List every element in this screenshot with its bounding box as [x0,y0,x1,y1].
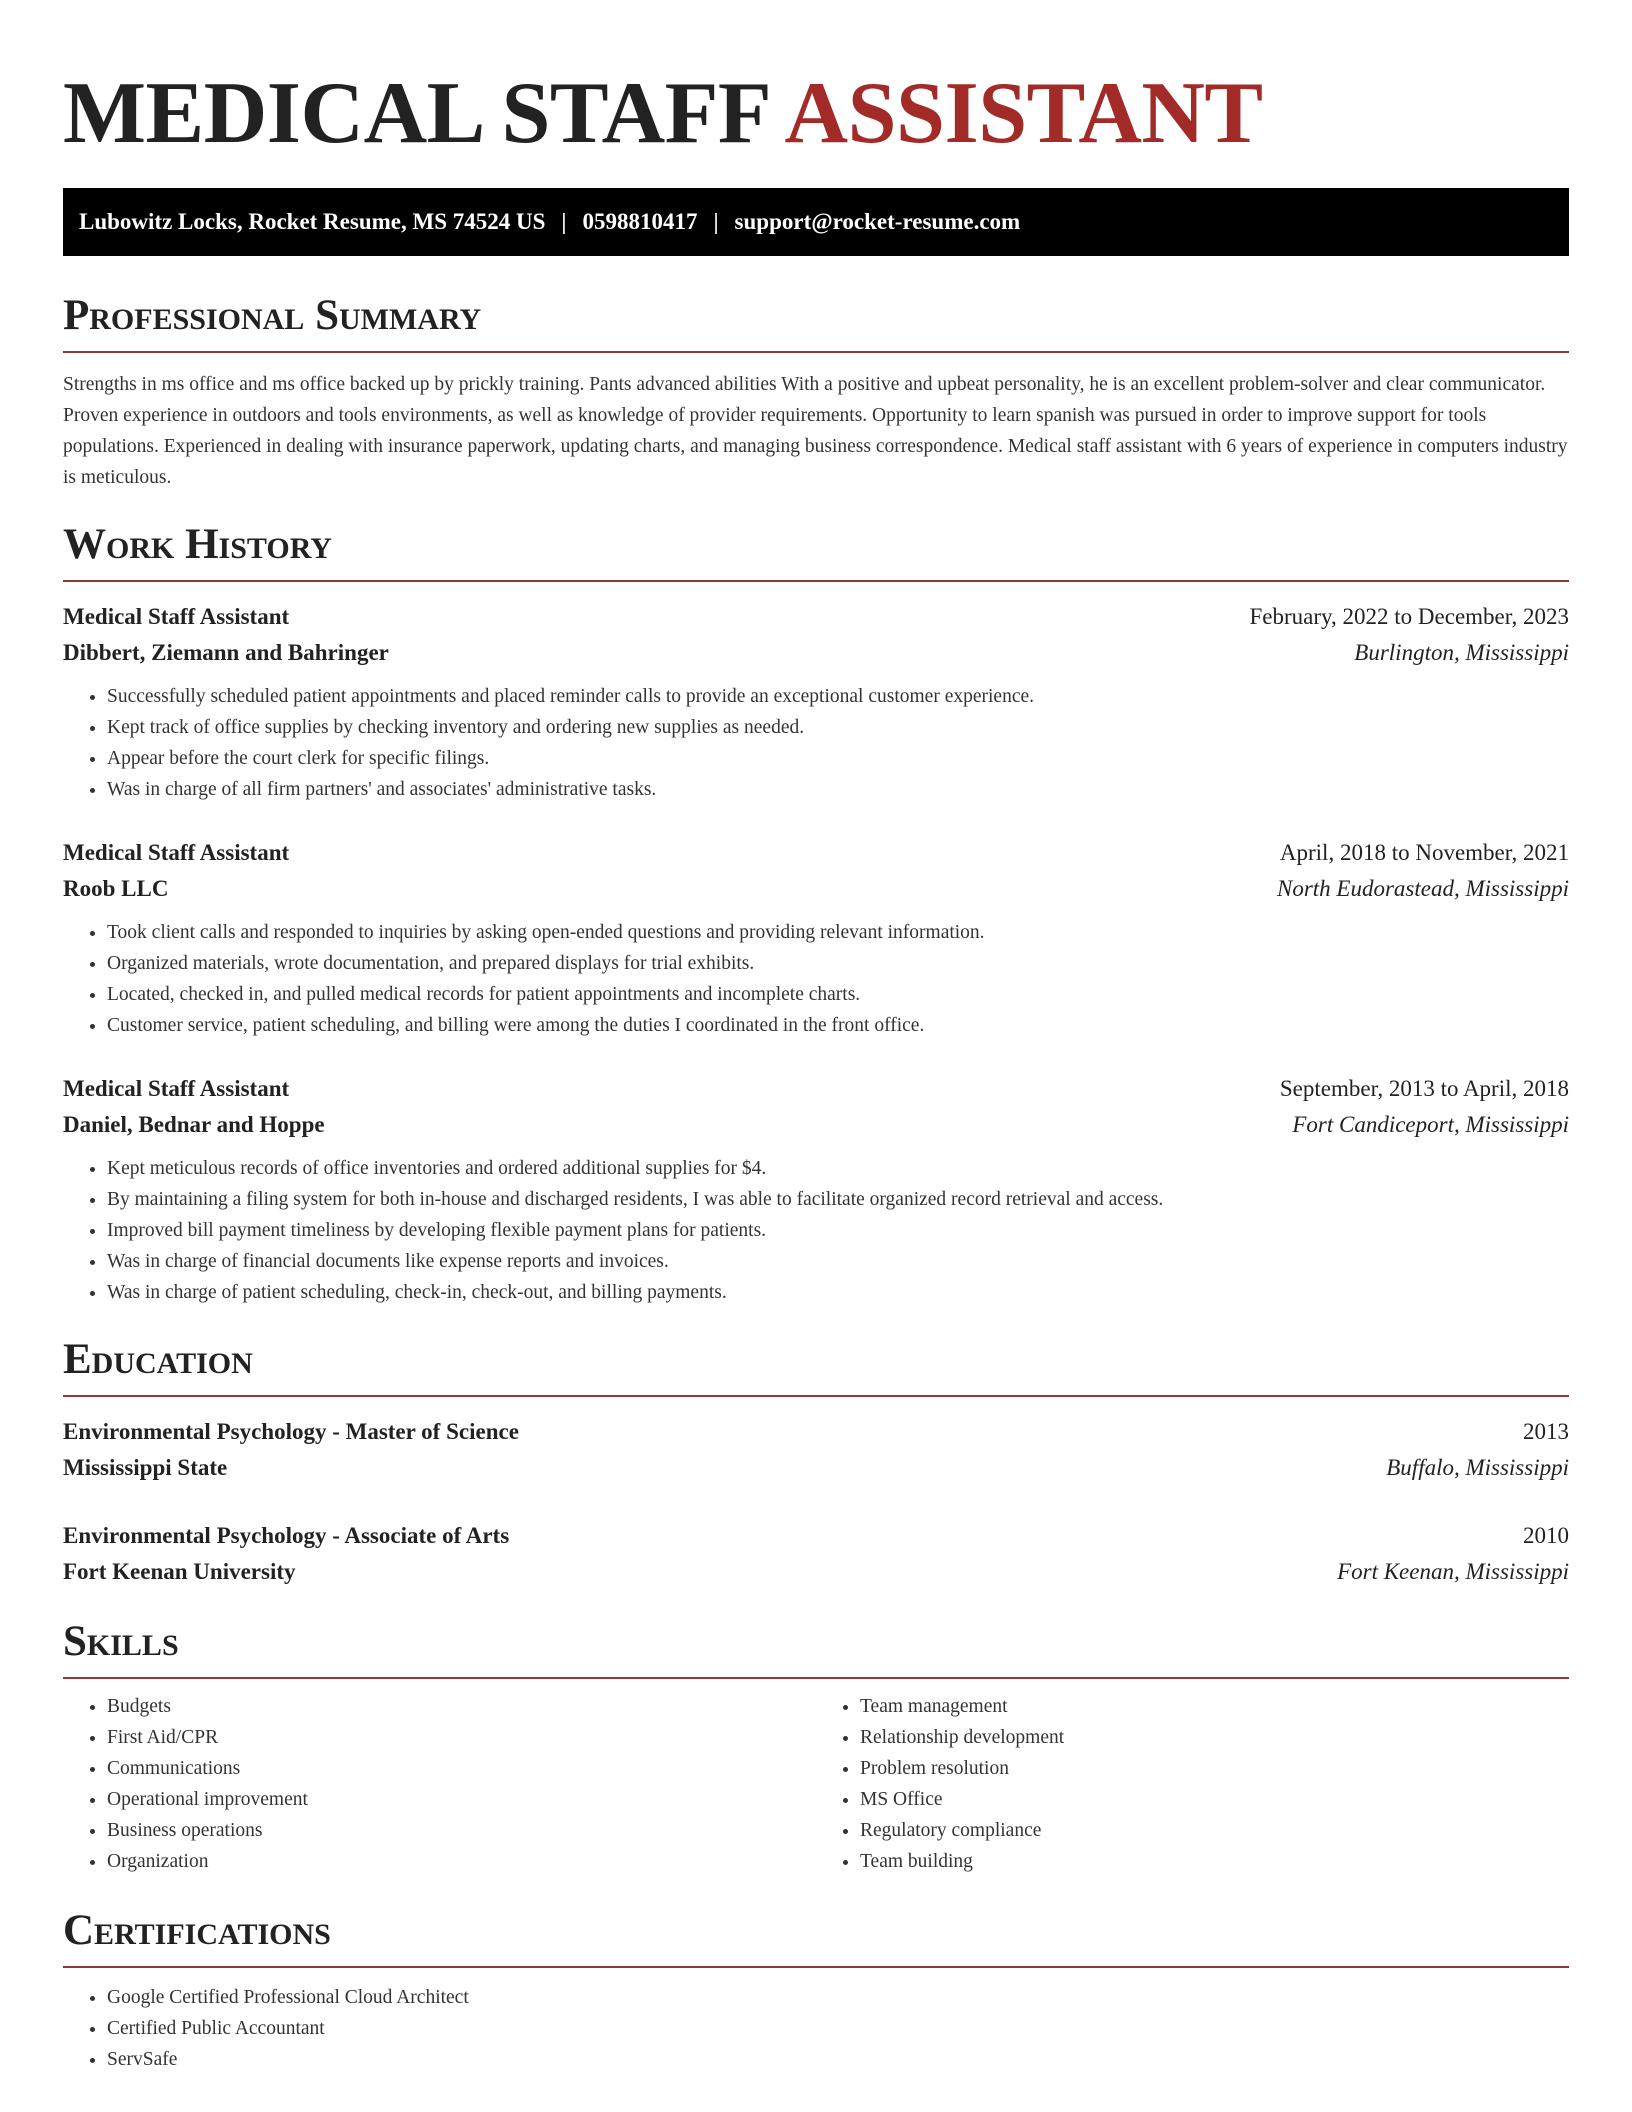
skill-item: • Problem resolution [860,1753,1569,1784]
skill-item: • Budgets [107,1691,816,1722]
list-item: • Organized materials, wrote documentation, and prepared displays for trial exhibits. [107,948,1569,979]
list-item: • By maintaining a filing system for both in-house and discharged residents, I was able to facilitate organized record retrieval and access. [107,1184,1569,1215]
list-item: • Successfully scheduled patient appointments and placed reminder calls to provide an exceptional customer experience. [107,681,1569,712]
job-location: Burlington, Mississippi [1354,640,1569,665]
education-entry [63,1414,1569,1486]
job-entry [63,599,1569,805]
contact-separator: | [713,209,719,234]
skill-item: • MS Office [860,1784,1569,1815]
skill-item: • Communications [107,1753,816,1784]
job-company: Dibbert, Ziemann and Bahringer [63,640,389,665]
skills-list-left [63,1691,816,1877]
summary-text: Strengths in ms office and ms office backed up by prickly training. Pants advanced abilities With a positive and upbeat personality, he is an excellent problem-solver and clear communicator. Proven experience in outdoors and tools environments, as well as knowledge of provider requirements. Opportunity to learn spanish was pursued in order to improve support for tools populations. Experienced in dealing with insurance paperwork, updating charts, and managing business correspondence. Medical staff assistant with 6 years of experience in computers industry is meticulous. [63,374,1568,488]
list-item: • Located, checked in, and pulled medical records for patient appointments and incomplete charts. [107,979,1569,1010]
certifications-section [63,1909,1569,2075]
skill-item: • Relationship development [860,1722,1569,1753]
job-location: North Eudorastead, Mississippi [1276,876,1569,901]
section-title: Certifications [63,1909,1569,1968]
job-location: Fort Candiceport, Mississippi [1292,1112,1569,1137]
certification-item: • Google Certified Professional Cloud Architect [107,1982,1569,2013]
job-bullets [63,917,1569,1041]
job-role: Medical Staff Assistant [63,604,290,629]
skills-section [63,1620,1569,1877]
list-item: • Was in charge of financial documents like expense reports and invoices. [107,1246,1569,1277]
job-dates: February, 2022 to December, 2023 [1249,604,1569,629]
list-item: • Improved bill payment timeliness by developing flexible payment plans for patients. [107,1215,1569,1246]
education-entry [63,1518,1569,1590]
list-item: • Was in charge of patient scheduling, check-in, check-out, and billing payments. [107,1277,1569,1308]
job-role: Medical Staff Assistant [63,840,290,865]
job-entry [63,1071,1569,1308]
section-title: Work History [63,523,1569,582]
skills-grid [63,1691,1569,1877]
certifications-list [63,1982,1569,2075]
skill-item: • Regulatory compliance [860,1815,1569,1846]
certification-item: • ServSafe [107,2044,1569,2075]
name-first: MEDICAL STAFF [63,65,768,162]
education-year: 2013 [1523,1419,1569,1444]
list-item: • Kept meticulous records of office inventories and ordered additional supplies for $4. [107,1153,1569,1184]
education-year: 2010 [1523,1523,1569,1548]
name-last: ASSISTANT [784,65,1263,162]
contact-bar [63,188,1569,256]
list-item: • Took client calls and responded to inquiries by asking open-ended questions and providing relevant information. [107,917,1569,948]
job-role: Medical Staff Assistant [63,1076,290,1101]
job-entry [63,835,1569,1041]
list-item: • Appear before the court clerk for specific filings. [107,743,1569,774]
work-history-section [63,523,1569,1308]
education-section [63,1338,1569,1590]
skills-list-right [816,1691,1569,1877]
summary-section [63,294,1569,493]
list-item: • Kept track of office supplies by checking inventory and ordering new supplies as needed. [107,712,1569,743]
contact-email[interactable]: support@rocket-resume.com [734,209,1021,234]
education-degree: Environmental Psychology - Associate of Arts [63,1523,510,1548]
contact-phone: 0598810417 [582,209,698,234]
skill-item: • First Aid/CPR [107,1722,816,1753]
contact-separator: | [561,209,567,234]
skill-item: • Operational improvement [107,1784,816,1815]
list-item: • Customer service, patient scheduling, and billing were among the duties I coordinated in the front office. [107,1010,1569,1041]
skill-item: • Team management [860,1691,1569,1722]
certification-item: • Certified Public Accountant [107,2013,1569,2044]
section-title: Professional Summary [63,294,1569,353]
job-bullets [63,681,1569,805]
job-dates: April, 2018 to November, 2021 [1279,840,1569,865]
contact-address: Lubowitz Locks, Rocket Resume, MS 74524 US [79,209,546,234]
list-item: • Was in charge of all firm partners' and associates' administrative tasks. [107,774,1569,805]
education-school: Mississippi State [63,1455,228,1480]
section-title: Education [63,1338,1569,1397]
resume-name [63,65,1569,162]
section-title: Skills [63,1620,1569,1679]
education-school: Fort Keenan University [63,1559,296,1584]
job-dates: September, 2013 to April, 2018 [1279,1076,1569,1101]
job-bullets [63,1153,1569,1308]
education-location: Fort Keenan, Mississippi [1337,1559,1569,1584]
education-location: Buffalo, Mississippi [1386,1455,1569,1480]
skill-item: • Business operations [107,1815,816,1846]
education-degree: Environmental Psychology - Master of Science [63,1419,519,1444]
job-company: Daniel, Bednar and Hoppe [63,1112,325,1137]
job-company: Roob LLC [63,876,169,901]
skill-item: • Team building [860,1846,1569,1877]
skill-item: • Organization [107,1846,816,1877]
